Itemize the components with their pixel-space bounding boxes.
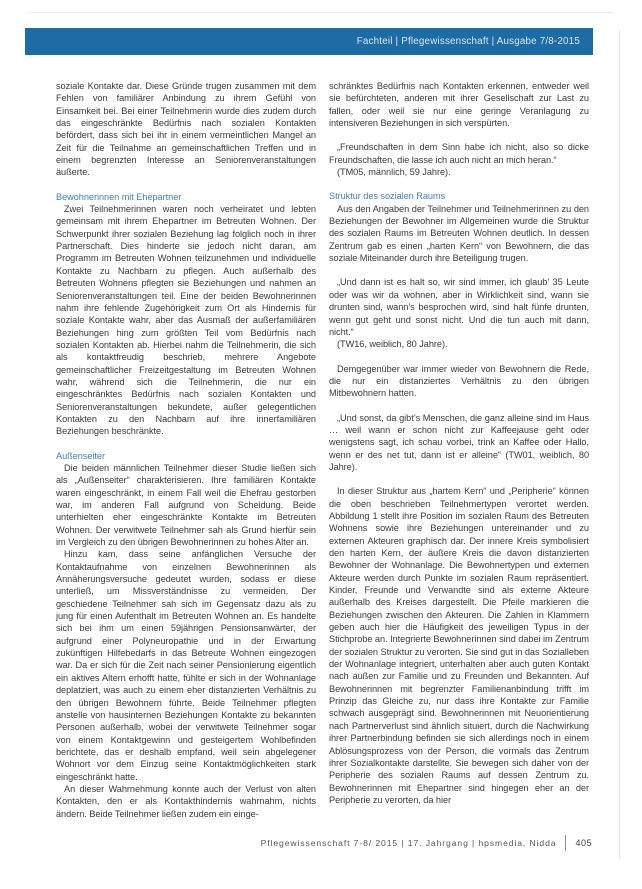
quote-text: „Freundschaften in dem Sinn habe ich nicht, also so dicke Freundschaften, die lasse ich auch nicht an mich heran.“ bbox=[329, 142, 589, 165]
paragraph: In dieser Struktur aus „hartem Kern“ und „Peripherie“ können die oben beschrieben Teilnehmertypen verortet werden. Abbildung 1 stellt ihre Position im sozialen Raum des Betreuten Wohnens sowie ihre Beziehungen untereinander und zu externen Akteuren graphisch dar. Der innere Kreis symbolisiert den harten Kern, der äußere Kreis die davon distanzierten Bewohner der Wohnanlage. Die Bewohnertypen und externen Akteure werden durch Punkte im sozialen Raum repräsentiert. Kinder, Freunde und Verwandte sind als externe Akteure außerhalb des Kreises dargestellt. Die Pfeile markieren die Beziehungen zwischen den Akteuren. Die Zahlen in Klammern geben auch hier die Häufigkeit des jeweiligen Typus in der Stichprobe an. Integrierte Bewohnerinnen sind dabei im Zentrum der sozialen Struktur zu verorten. Sie sind gut in das Sozialleben der Wohnanlage integriert, unterhalten aber auch guten Kontakt nach außen zur Familie und zu Freunden und Bekannten. Auf Bewohnerinnen mit begrenzter Familienanbindung trifft im Prinzip das Gleiche zu, nur dass ihre Kontakte zur Familie schwach ausgeprägt sind. Bewohnerinnen mit Neuorientierung nach Partnerverlust sind ähnlich situiert, durch die Nachwirkung ihrer Partnerbindung befinden sie sich allerdings noch in einem Ablösungsprozess von der Person, die vormals das Zentrum ihrer Sozialkontakte darstellte. Sie bewegen sich daher von der Peripherie des sozialen Raums auf dessen Zentrum zu. Bewohnerinnen mit Ehepartner sind hingegen eher an der Peripherie zu verorten, da hier bbox=[329, 486, 589, 805]
paragraph: Die beiden männlichen Teilnehmer dieser Studie ließen sich als „Außenseiter“ charakterisieren. Ihre familiären Kontakte waren eingeschränkt, in einem Fall weil die Ehefrau gestorben war, im anderen Fall aufgrund von Scheidung. Beide unterhielten eher eingeschränkte Kontakte im Betreuten Wohnen. Der verwitwete Teilnehmer sah als Grund hierfür sein im Vergleich zu den übrigen Bewohnerinnen zu hohes Alter an. bbox=[56, 462, 316, 548]
paragraph: Hinzu kam, dass seine anfänglichen Versuche der Kontaktaufnahme von einzelnen Bewohnerinnen als Annäherungsversuche gedeutet wurden, sodass er diese unterließ, um Missverständnisse zu vermeiden. Der geschiedene Teilnehmer sah sich im Gegensatz dazu als zu jung für einen Aufenthalt im Betreuten Wohnen an. Es handelte sich bei ihm um einen 59jährigen Pensionsanwärter, der aufgrund einer Polyneuropathie und in der Erwartung zukünftigen Hilfebedarfs in das Betreute Wohnen eingezogen war. Da er sich für die Zeit nach seiner Pensionierung eigentlich ein aktives Altern erhofft hatte, fühlte er sich in der Wohnanlage deplatziert, was auch zu einem eher distanzierten Verhältnis zu den übrigen Bewohnern führte. Beide Teilnehmer pflegten anstelle von hausinternen Beziehungen Kontakte zu bekannten Personen außerhalb, wobei der verwitwete Teilnehmer sogar von einem Kontaktgewinn und gesteigertem Wohlbefinden berichtete, das er deshalb empfand, weil sein abgelegener Wohnort vor dem Einzug seine Kontaktmöglichkeiten stark eingeschränkt hatte. bbox=[56, 549, 316, 782]
paragraph: Aus den Angaben der Teilnehmer und Teilnehmerinnen zu den Beziehungen der Bewohner im Allgemeinen wurde die Struktur des sozialen Raums im Betreuten Wohnen deutlich. In dessen Zentrum gab es einen „harten Kern“ von Bewohnern, die das soziale Miteinander durch ihre Beteiligung trugen. bbox=[329, 203, 589, 264]
quote-block bbox=[329, 412, 589, 474]
quote-text: „Und dann ist es halt so, wir sind immer, ich glaub’ 35 Leute oder was wir da wohnen, aber in Wirklichkeit sind, wann sie drunten sind, wann’s besprochen wird, sind halt fünfe drunten, wenn gut geht und sonst nicht. Und die tun auch mit dann, nicht.“ bbox=[329, 277, 589, 337]
quote-block bbox=[329, 276, 589, 350]
quote-text: „Und sonst, da gibt’s Menschen, die ganz alleine sind im Haus … weil wann er schon nicht zur Kaffeejause geht oder wenigstens sagt, ich schau vorbei, trink an Kaffee oder Hallo, wenn er des net tut, dann ist er alleine“ (TW01, weiblich, 80 Jahre). bbox=[329, 412, 589, 472]
page-edge-right-line bbox=[619, 30, 620, 859]
paragraph: Zwei Teilnehmerinnen waren noch verheiratet und lebten gemeinsam mit ihrem Ehepartner im Betreuten Wohnen. Der Schwerpunkt ihrer sozialen Beziehung lag folglich noch in ihrer Partnerschaft. Dies hinderte sie jedoch nicht daran, am Programm im Betreuten Wohnen teilzunehmen und individuelle Kontakte zu Nachbarn zu pflegen. Auch außerhalb des Betreuten Wohnens pflegten sie Beziehungen und nahmen an Seniorenveranstaltungen teil. Eine der beiden Bewohnerinnen nahm ihre fehlende Zugehörigkeit zum Ort als Hindernis für soziale Kontakte wahr, aber das Ausmaß der außerfamiliären Beziehungen hing zum größten Teil vom Bedürfnis nach sozialen Kontakten ab. Hierbei nahm die Teilnehmerin, die sich als kontaktfreudig beschrieb, mehrere Angebote gemeinschaftlicher Freizeitgestaltung im Betreuten Wohnen wahr, während sich die Teilnehmerin, die nur ein eingeschränktes Bedürfnis nach sozialen Kontakten und Seniorenveranstaltungen bekundete, außer gelegentlichen Kontakten zu den Nachbarn auf ihre innerfamiliären Beziehungen beschränkte. bbox=[56, 204, 316, 437]
header-bar-text: Fachteil | Pflegewissenschaft | Ausgabe 7/8-2015 bbox=[356, 36, 580, 47]
paragraph: schränktes Bedürfnis nach Kontakten erkennen, entweder weil sie befürchteten, anderen mit ihrer Gesellschaft zur Last zu fallen, oder weil sie nur eine geringe Veranlagung zu intensiveren Beziehungen in sich verspürten. bbox=[329, 81, 589, 129]
paragraph: soziale Kontakte dar. Diese Gründe trugen zusammen mit dem Fehlen von familiärer Anbindung zu ihrem Gefühl von Einsamkeit bei. Bei einer Teilnehmerin wurde dies zudem durch das eingeschränkte Bedürfnis nach sozialen Kontakten befördert, dass sich bei ihr in einem vermeintlichen Mangel an Zeit für die Teilnahme an gemeinschaftlichen Treffen und in einem begrenzten Interesse an Seniorenveranstaltungen äußerte. bbox=[56, 81, 316, 178]
footer-divider bbox=[565, 835, 566, 851]
paragraph: An dieser Wahrnehmung konnte auch der Verlust von alten Kontakten, den er als Kontakthindernis wahrnahm, nichts ändern. Beide Teilnehmer ließen zudem ein einge- bbox=[56, 783, 316, 819]
article-column-right bbox=[329, 80, 589, 806]
quote-attribution: (TW16, weiblich, 80 Jahre). bbox=[337, 339, 448, 350]
page-edge-top-line bbox=[28, 12, 614, 13]
section-heading: Außenseiter bbox=[56, 450, 105, 461]
quote-attribution: (TM05, männlich, 59 Jahre). bbox=[337, 167, 451, 178]
footer-journal-line: Pflegewissenschaft 7-8/ 2015 | 17. Jahrgang | hpsmedia, Nidda bbox=[260, 838, 557, 848]
quote-block bbox=[329, 141, 589, 178]
article-column-left bbox=[56, 80, 316, 820]
page-footer bbox=[261, 835, 592, 851]
page-number: 405 bbox=[575, 838, 592, 848]
section-heading: Struktur des sozialen Raums bbox=[329, 191, 446, 202]
section-heading: Bewohnerinnen mit Ehepartner bbox=[56, 191, 182, 202]
paragraph: Demgegenüber war immer wieder von Bewohnern die Rede, die nur ein distanziertes Verhältnis zu den übrigen Mitbewohnern hatten. bbox=[329, 363, 589, 399]
header-bar bbox=[25, 28, 593, 55]
